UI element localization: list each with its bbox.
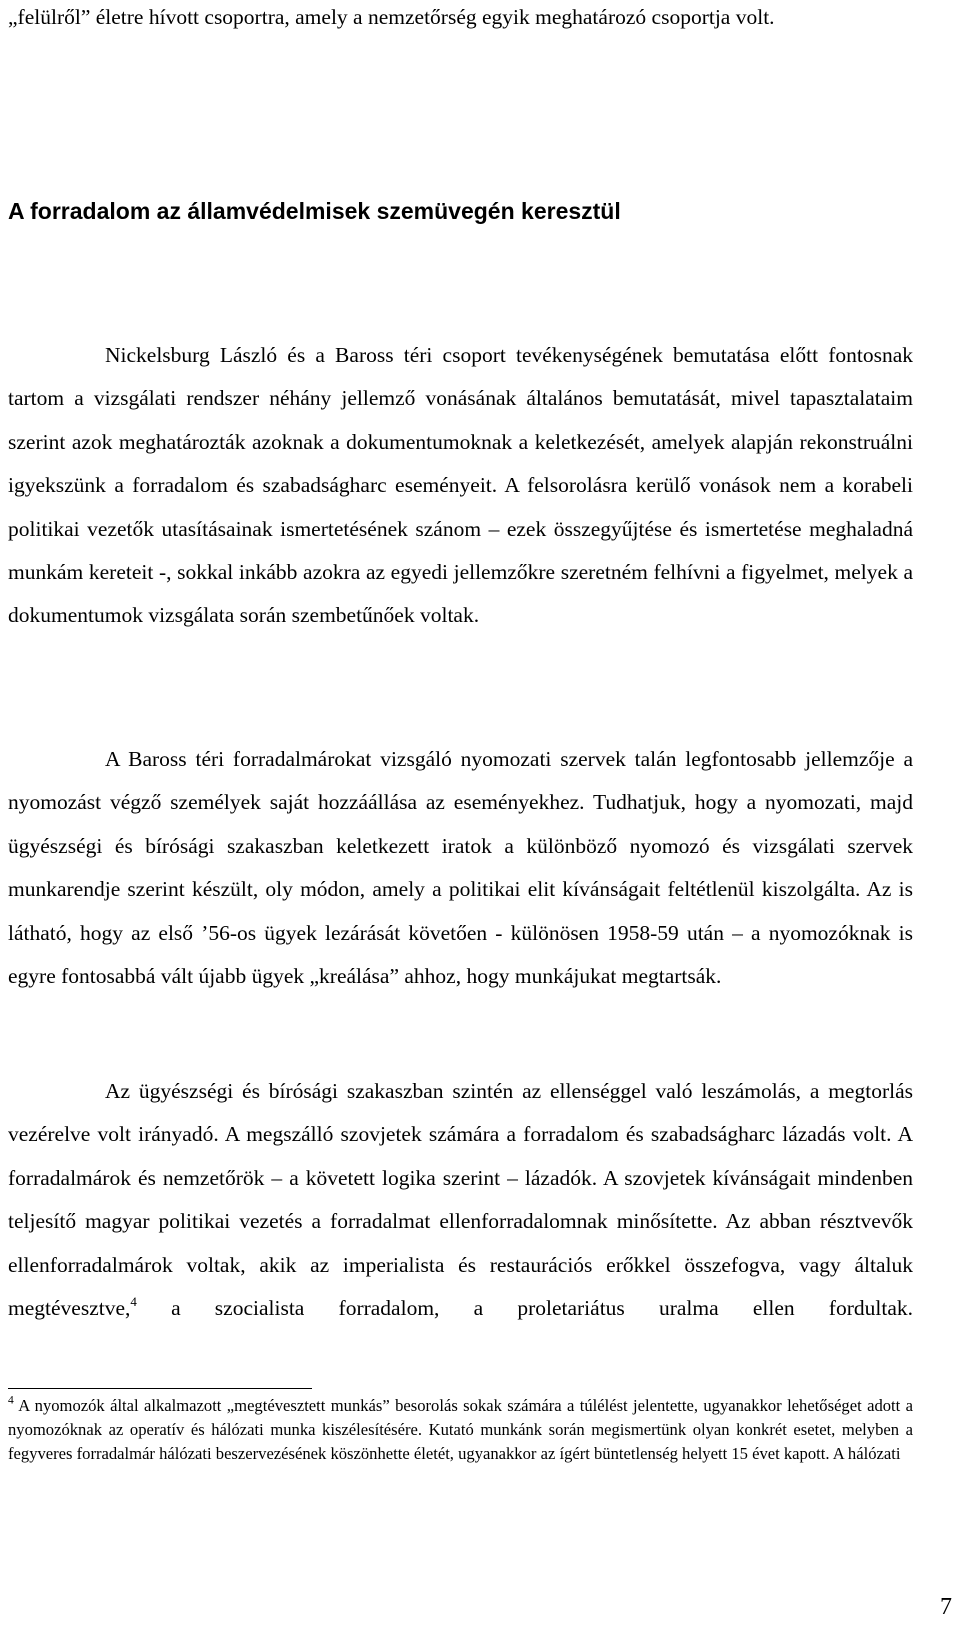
footnote-divider bbox=[8, 1388, 312, 1389]
footnote-reference[interactable]: 4 bbox=[130, 1293, 137, 1309]
footnote-text: A nyomozók által alkalmazott „megtévesztett munkás” besorolás sokak számára a túlélést jelentette, ugyanakkor lehetőséget adott a nyomozóknak az operatív és hálózati munka kiszélesítésére. Kutató munkánk során megismertünk olyan konkrét esetet, melyben a fegyveres forradalmár hálózati beszervezésének köszönhette életét, ugyanakkor az ígért büntetlenség helyett 15 évet kapott. A hálózati bbox=[8, 1396, 913, 1464]
footnote-number: 4 bbox=[8, 1394, 14, 1407]
footnote bbox=[8, 1394, 913, 1467]
section-heading: A forradalom az államvédelmisek szemüvegén keresztül bbox=[8, 198, 621, 224]
intro-text: „felülről” életre hívott csoportra, amely a nemzetőrség egyik meghatározó csoportja volt. bbox=[8, 5, 775, 29]
paragraph-3 bbox=[8, 1070, 913, 1330]
paragraph-1: Nickelsburg László és a Baross téri csoport tevékenységének bemutatása előtt fontosnak tartom a vizsgálati rendszer néhány jellemző vonásának általános bemutatását, mivel tapasztalataim szerint azok meghatározták azoknak a dokumentumoknak a keletkezését, amelyek alapján rekonstruálni igyekszünk a forradalom és szabadságharc eseményeit. A felsorolásra kerülő vonások nem a korabeli politikai vezetők utasításainak ismertetésének szánom – ezek összegyűjtése és ismertetése meghaladná munkám kereteit -, sokkal inkább azokra az egyedi jellemzőkre szeretném felhívni a figyelmet, melyek a dokumentumok vizsgálata során szembetűnőek voltak. bbox=[8, 343, 913, 628]
paragraph-3-text: Az ügyészségi és bírósági szakaszban szintén az ellenséggel való leszámolás, a megtorlás vezérelve volt irányadó. A megszálló szovjetek számára a forradalom és szabadságharc lázadás volt. A forradalmárok és nemzetőrök – a követett logika szerint – lázadók. A szovjetek kívánságait mindenben teljesítő magyar politikai vezetés a forradalmat ellenforradalomnak minősítette. Az abban résztvevők ellenforradalmárok voltak, akik az imperialista és restaurációs erőkkel összefogva, vagy általuk megtévesztve, bbox=[8, 1079, 913, 1321]
page-number: 7 bbox=[940, 1594, 952, 1620]
intro-paragraph bbox=[8, 0, 913, 39]
paragraph-2: A Baross téri forradalmárokat vizsgáló nyomozati szervek talán legfontosabb jellemzője a nyomozást végző személyek saját hozzáállása az eseményekhez. Tudhatjuk, hogy a nyomozati, majd ügyészségi és bírósági szakaszban keletkezett iratok a különböző nyomozó és vizsgálati szervek munkarendje szerint készült, oly módon, amely a politikai elit kívánságait feltétlenül kiszolgálta. Az is látható, hogy az első ’56-os ügyek lezárását követően - különösen 1958-59 után – a nyomozóknak is egyre fontosabbá vált újabb ügyek „kreálása” ahhoz, hogy munkájukat megtartsák. bbox=[8, 747, 913, 989]
paragraph-3-text-end: a szocialista forradalom, a proletariátus uralma ellen fordultak. bbox=[136, 1296, 913, 1321]
